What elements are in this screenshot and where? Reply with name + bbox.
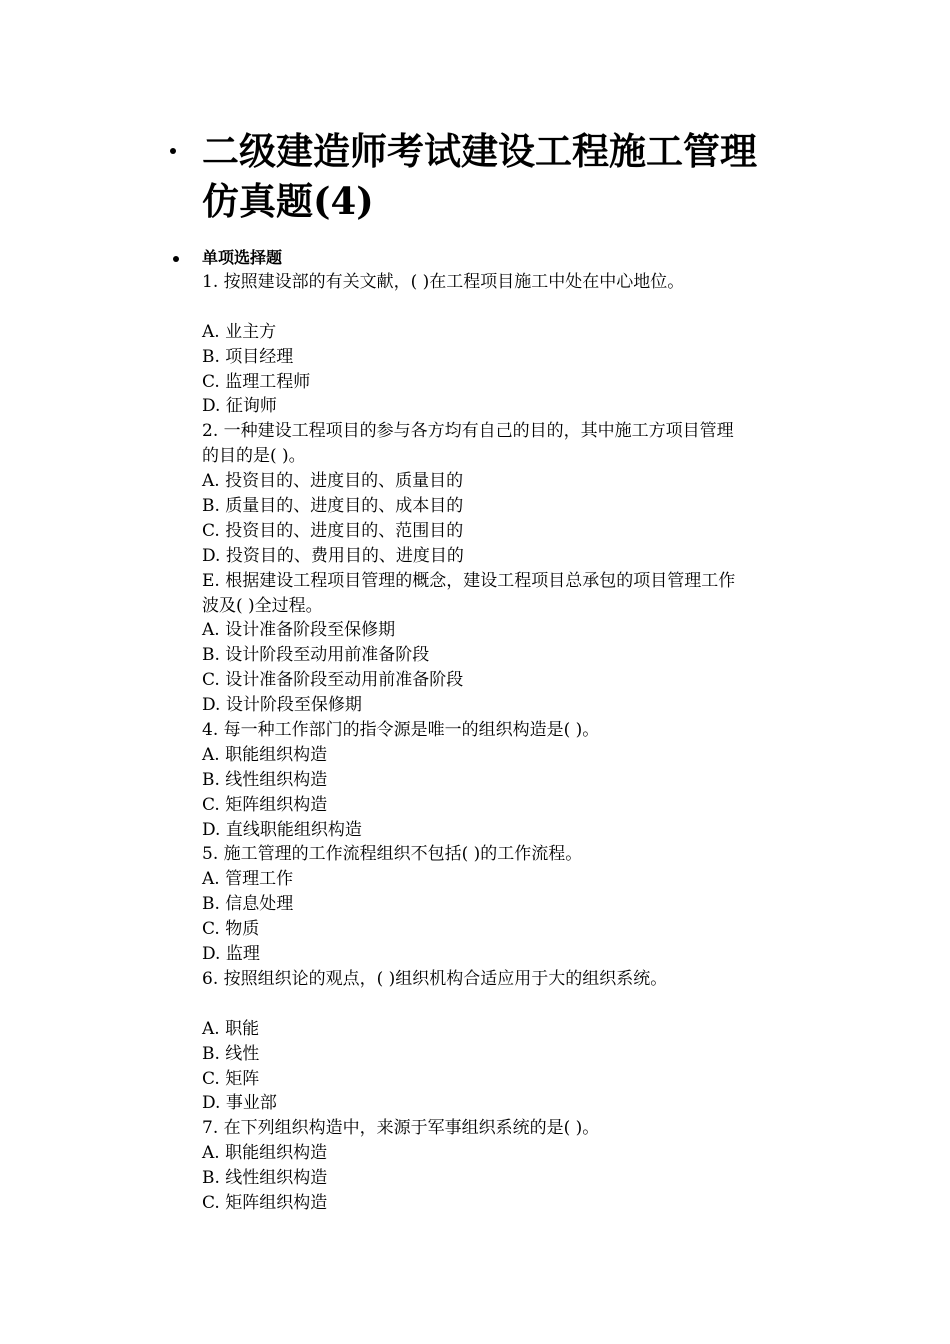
title-bullet	[170, 148, 176, 154]
answer-option: C. 设计准备阶段至动用前准备阶段	[202, 670, 464, 691]
answer-option: D. 设计阶段至保修期	[202, 695, 362, 716]
title-line-1: 二级建造师考试建设工程施工管理	[202, 129, 757, 173]
question-text-line: 7. 在下列组织构造中，来源于军事组织系统的是( )。	[202, 1118, 600, 1139]
answer-option: C. 监理工程师	[202, 371, 311, 392]
blank-line	[202, 295, 822, 320]
answer-option: D. 监理	[202, 944, 260, 965]
question-text-line: 波及( )全过程。	[202, 595, 323, 616]
question-text-line: 2. 一种建设工程项目的参与各方均有自己的目的，其中施工方项目管理	[202, 421, 734, 442]
question-text-line: 5. 施工管理的工作流程组织不包括( )的工作流程。	[202, 844, 583, 865]
answer-option: A. 投资目的、进度目的、质量目的	[202, 471, 464, 492]
answer-option: C. 矩阵组织构造	[202, 794, 328, 815]
answer-option: B. 线性	[202, 1043, 260, 1064]
question-text-line: 的目的是( )。	[202, 446, 306, 467]
answer-option: B. 项目经理	[202, 346, 294, 367]
answer-option: D. 直线职能组织构造	[202, 819, 362, 840]
answer-option: C. 矩阵组织构造	[202, 1192, 328, 1213]
answer-option: A. 职能组织构造	[202, 744, 328, 765]
answer-option: D. 事业部	[202, 1093, 277, 1114]
answer-option: A. 职能组织构造	[202, 1143, 328, 1164]
answer-option: B. 质量目的、进度目的、成本目的	[202, 496, 464, 517]
answer-option: A. 职能	[202, 1018, 260, 1039]
question-text-line: E. 根据建设工程项目管理的概念，建设工程项目总承包的项目管理工作	[202, 570, 736, 591]
question-list	[202, 270, 822, 1216]
answer-option: A. 设计准备阶段至保修期	[202, 620, 396, 641]
blank-line	[202, 992, 822, 1017]
answer-option: B. 线性组织构造	[202, 1168, 328, 1189]
answer-option: C. 投资目的、进度目的、范围目的	[202, 520, 464, 541]
answer-option: B. 线性组织构造	[202, 769, 328, 790]
answer-option: C. 物质	[202, 919, 260, 940]
answer-option: B. 信息处理	[202, 894, 294, 915]
answer-option: D. 征询师	[202, 396, 277, 417]
question-text-line: 4. 每一种工作部门的指令源是唯一的组织构造是( )。	[202, 720, 600, 741]
answer-option: B. 设计阶段至动用前准备阶段	[202, 645, 430, 666]
page-title	[202, 126, 822, 226]
answer-option: A. 管理工作	[202, 869, 294, 890]
answer-option: C. 矩阵	[202, 1068, 260, 1089]
title-line-2: 仿真题(4)	[202, 179, 374, 223]
answer-option: A. 业主方	[202, 321, 277, 342]
section-title: 单项选择题	[202, 248, 283, 267]
answer-option: D. 投资目的、费用目的、进度目的	[202, 545, 464, 566]
question-text-line: 6. 按照组织论的观点，( )组织机构合适应用于大的组织系统。	[202, 968, 668, 989]
question-text-line: 1. 按照建设部的有关文献，( )在工程项目施工中处在中心地位。	[202, 272, 685, 292]
section-bullet	[173, 256, 179, 262]
